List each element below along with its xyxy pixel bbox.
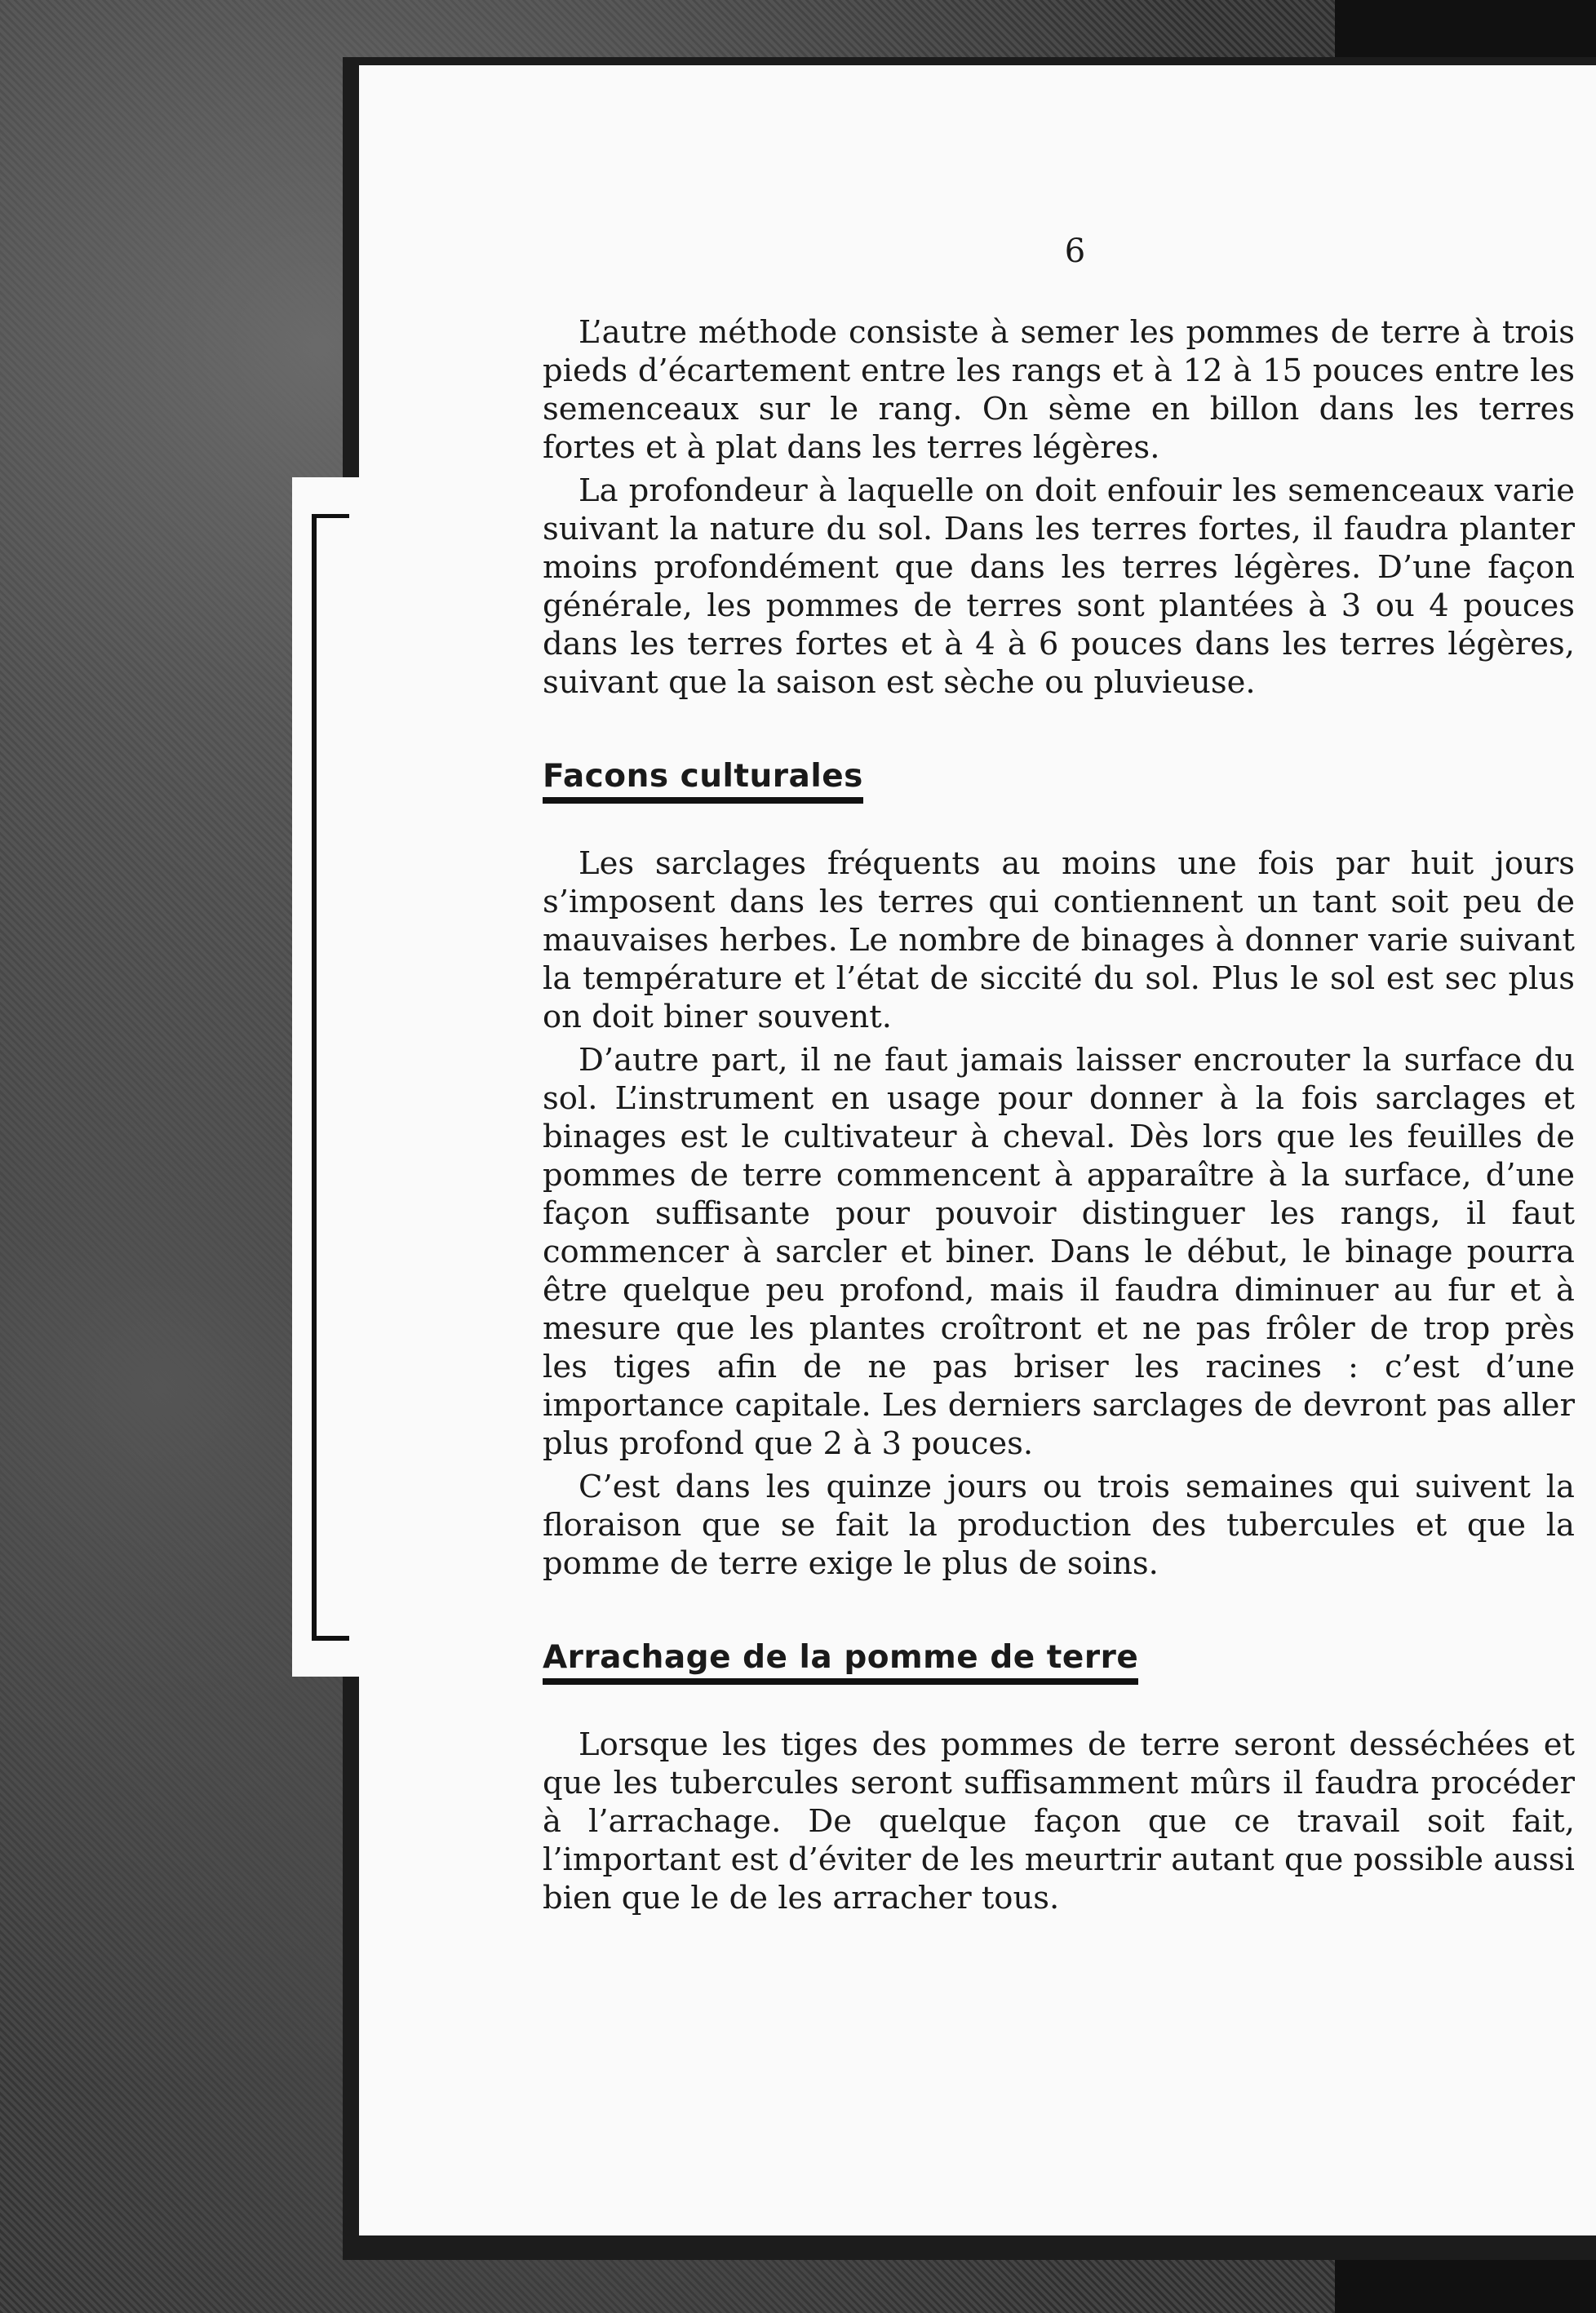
section-facons-culturales (543, 707, 1575, 1583)
section-arrachage (543, 1588, 1575, 1917)
paragraph: D’autre part, il ne faut jamais laisser encrouter la surface du sol. L’instrument en usage pour donner à la fois sarclages et binages est le cultivateur à cheval. Dès lors que les feuilles de pommes de terre commencent à apparaître à la surface, d’une façon suffisante pour pouvoir distinguer les rangs, il faut commencer à sarcler et biner. Dans le début, le binage pourra être quelque peu profond, mais il faudra diminuer au fur et à mesure que les plantes croîtront et ne pas frôler de trop près les tiges afin de ne pas briser les racines : c’est d’une importance capitale. Les derniers sarclages de devront pas aller plus profond que 2 à 3 pouces. (543, 1042, 1575, 1462)
paragraph: La profondeur à laquelle on doit enfouir les semenceaux varie suivant la nature du sol. Dans les terres fortes, il faudra planter moins profondément que dans les terres légères. D’une façon générale, les pommes de terres sont plantées à 3 ou 4 pouces dans les terres fortes et à 4 à 6 pouces dans les terres légères, suivant que la saison est sèche ou pluvieuse. (543, 472, 1575, 701)
page-number: 6 (1064, 233, 1086, 270)
paragraph: Lorsque les tiges des pommes de terre seront desséchées et que les tubercules seront suffisamment mûrs il faudra procéder à l’arrachage. De quelque façon que ce travail soit fait, l’important est d’éviter de les meurtrir autant que possible aussi bien que le de les arracher tous. (543, 1726, 1575, 1916)
margin-bracket (312, 514, 349, 1641)
section-heading: Arrachage de la pomme de terre (543, 1638, 1138, 1685)
paragraph: Les sarclages fréquents au moins une fois par huit jours s’imposent dans les terres qui contiennent un tant soit peu de mauvaises herbes. Le nombre de binages à donner varie suivant la température et l’état de siccité du sol. Plus le sol est sec plus on doit biner souvent. (543, 845, 1575, 1035)
page-content (543, 233, 1575, 1922)
section-heading: Facons culturales (543, 757, 863, 804)
paragraph: C’est dans les quinze jours ou trois semaines qui suivent la floraison que se fait la production des tubercules et que la pomme de terre exige le plus de soins. (543, 1469, 1575, 1582)
paragraph: L’autre méthode consiste à semer les pommes de terre à trois pieds d’écartement entre les rangs et à 12 à 15 pouces entre les semenceaux sur le rang. On sème en billon dans les terres fortes et à plat dans les terres légères. (543, 314, 1575, 466)
